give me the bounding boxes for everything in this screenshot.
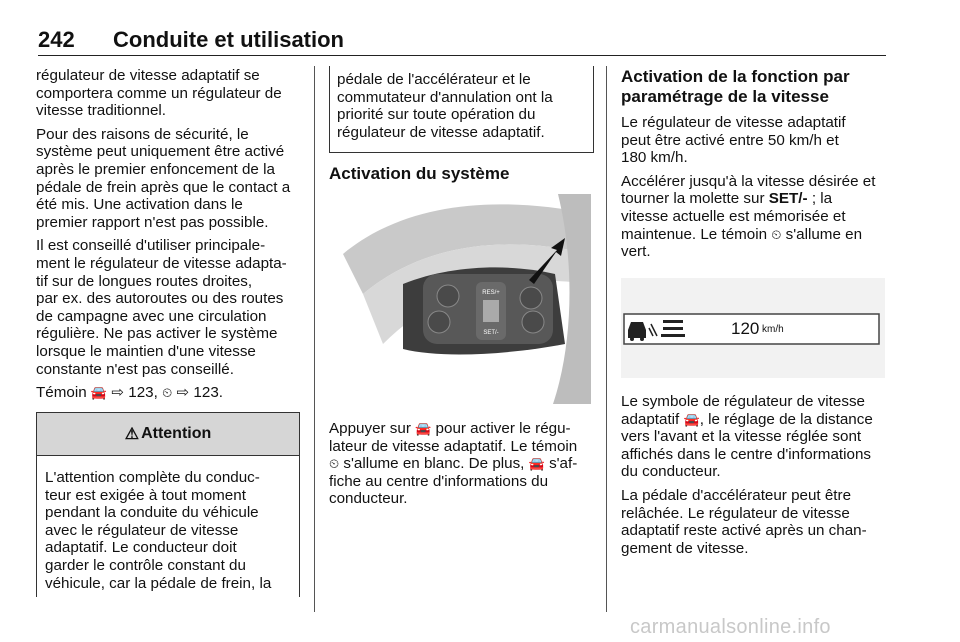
- res-label: RES/+: [482, 290, 500, 296]
- paragraph-safety: Pour des raisons de sécurité, le système peut uniquement être activé après le premier enfoncement de la pédale de frein après que le contact a été mis. Une activation dans le premier rapport n'est pas possible.: [36, 125, 291, 231]
- column-divider-1: [314, 66, 315, 612]
- section-heading-speed: Activation de la fonction par paramétrage de la vitesse: [621, 67, 850, 106]
- paragraph-display: Le symbole de régulateur de vitesse adaptatif 🚘, le réglage de la distance vers l'avant et la vitesse réglée sont affichés dans le centre d'informations du conducteur.: [621, 393, 873, 481]
- set-speed-value: 120: [731, 319, 760, 338]
- column-1: [36, 67, 302, 408]
- column-divider-2: [606, 66, 607, 612]
- set-label: SET/-: [483, 330, 499, 336]
- distance-setting-icon: [661, 320, 685, 337]
- attention-text: L'attention complète du conduc- teur est exigée à tout moment pendant la conduite du véhicule avec le régulateur de vitesse adaptatif. Le conducteur doit garder le contrôle constant du véhicule, car la pédale de frein, la: [45, 469, 272, 592]
- watermark: carmanualsonline.info: [630, 616, 831, 638]
- warning-icon: ⚠: [124, 426, 140, 443]
- note-box-continued: pédale de l'accélérateur et le commutateur d'annulation ont la priorité sur toute opération du régulateur de vitesse adaptatif.: [329, 66, 594, 153]
- cruise-control-icon: ⏲: [162, 385, 173, 401]
- section-heading-activation: Activation du système: [329, 164, 510, 183]
- column-2-heading: [329, 164, 594, 184]
- attention-box: [36, 412, 300, 597]
- reference-arrow-icon: ⇨: [111, 384, 125, 402]
- paragraph-range: Le régulateur de vitesse adaptatif peut être activé entre 50 km/h et 180 km/h.: [621, 114, 846, 167]
- speed-unit: km/h: [762, 324, 784, 335]
- chapter-title: Conduite et utilisation: [113, 27, 344, 52]
- paragraph-set: Accélérer jusqu'à la vitesse désirée et tourner la molette sur SET/- ; la vitesse actuelle est mémorisée et maintenue. Le témoin ⏲ s'allume en vert.: [621, 172, 876, 261]
- paragraph-advice: Il est conseillé d'utiliser principale- ment le régulateur de vitesse adapta- tif sur de longues routes droites, par ex. des autoroutes ou des routes de campagne avec une circulation régulière. Ne pas activer le système lorsque le maintien d'une vitesse constante n'est pas conseillé.: [36, 237, 287, 378]
- paragraph-intro: régulateur de vitesse adaptatif se comportera comme un régulateur de vitesse traditionnel.: [36, 67, 282, 120]
- column-3-top: [621, 67, 888, 267]
- adaptive-cruise-icon: 🚘: [528, 456, 545, 472]
- indicator-reference: Témoin 🚘 ⇨ 123, ⏲ ⇨ 123.: [36, 384, 223, 402]
- page-number: 242: [38, 27, 75, 52]
- steering-wheel-illustration: [343, 194, 591, 404]
- paragraph-pedal: La pédale d'accélérateur peut être relâchée. Le régulateur de vitesse adaptatif reste activé après un chan- gement de vitesse.: [621, 486, 867, 557]
- attention-header: [37, 413, 299, 456]
- attention-title: Attention: [141, 425, 212, 442]
- car-front-icon: 🚘: [90, 385, 108, 401]
- cruise-control-icon: ⏲: [771, 226, 782, 242]
- adaptive-cruise-icon: 🚘: [683, 411, 700, 427]
- driver-info-display: [621, 278, 885, 378]
- reference-arrow-icon: ⇨: [176, 384, 190, 402]
- adaptive-cruise-icon: 🚘: [415, 421, 432, 436]
- column-2-text: Appuyer sur 🚘 pour activer le régu- lateur de vitesse adaptatif. Le témoin ⏲ s'allume en blanc. De plus, 🚘 s'af- fiche au centre d'informations du conducteur.: [329, 420, 578, 508]
- cruise-control-icon: ⏲: [329, 456, 340, 472]
- column-3-bottom: [621, 393, 888, 563]
- header-rule: [38, 55, 886, 56]
